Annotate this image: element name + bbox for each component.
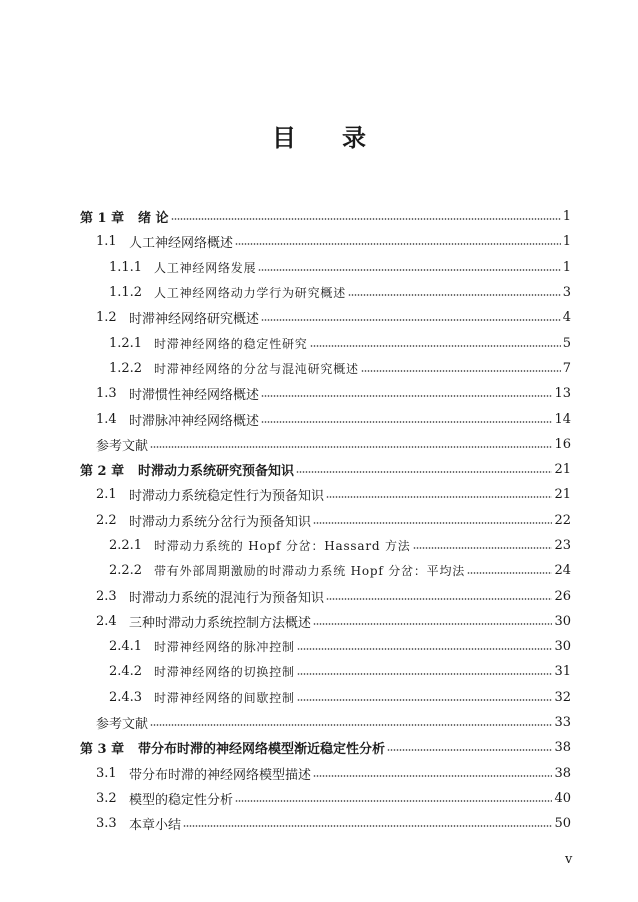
dot-leader <box>297 698 553 701</box>
toc-entry-number: 2.2 <box>96 512 117 528</box>
toc-entry[interactable] <box>80 381 571 406</box>
dot-leader <box>313 521 552 524</box>
toc-entry-number: 2.2.2 <box>109 563 143 579</box>
toc-entry-number: 2.4.1 <box>109 639 143 655</box>
toc-entry-page: 40 <box>554 790 571 806</box>
toc-entry-title: 时滞惯性神经网络概述 <box>129 388 260 404</box>
toc-entry-number: 2.4.2 <box>109 664 143 680</box>
dot-leader <box>171 218 561 221</box>
toc-entry-title: 时滞神经网络的间歇控制 <box>154 690 295 705</box>
dot-leader <box>313 622 552 625</box>
toc-entry-page: 31 <box>554 664 571 680</box>
toc-entry-page: 13 <box>554 386 571 402</box>
toc-entry-number: 2.3 <box>96 588 117 604</box>
toc-entry-number: 1.1 <box>96 234 117 250</box>
toc-entry[interactable] <box>80 533 571 558</box>
toc-entry-page: 38 <box>554 765 571 781</box>
toc-entry[interactable] <box>80 305 571 330</box>
title-char-2: 录 <box>342 123 366 152</box>
toc-entry-number: 第 3 章 <box>80 742 125 758</box>
dot-leader <box>387 749 552 752</box>
toc-entry-title: 人工神经网络发展 <box>154 260 257 275</box>
toc-entry-title: 三种时滞动力系统控制方法概述 <box>129 615 312 631</box>
toc-entry-page: 24 <box>554 563 571 579</box>
toc-entry-page: 5 <box>562 335 571 351</box>
title-char-1: 目 <box>272 123 296 152</box>
toc-entry[interactable] <box>80 659 571 684</box>
toc-entry[interactable] <box>80 508 571 533</box>
table-of-contents <box>80 204 571 836</box>
toc-entry-number: 1.2 <box>96 310 117 326</box>
toc-entry-page: 7 <box>562 360 571 376</box>
dot-leader <box>235 799 552 802</box>
toc-entry-title: 时滞动力系统的 Hopf 分岔：Hassard 方法 <box>154 539 411 553</box>
dot-leader <box>150 724 552 727</box>
toc-entry[interactable] <box>80 330 571 355</box>
toc-entry-page: 23 <box>554 538 571 553</box>
toc-entry-number: 2.1 <box>96 487 117 503</box>
toc-entry[interactable] <box>80 710 571 735</box>
dot-leader <box>297 673 553 676</box>
toc-entry-title: 时滞神经网络研究概述 <box>129 312 260 328</box>
toc-entry-number: 3.2 <box>96 790 117 806</box>
toc-entry-number: 2.4 <box>96 613 117 629</box>
dot-leader <box>467 572 552 575</box>
toc-entry-title: 时滞动力系统研究预备知识 <box>138 464 295 480</box>
toc-entry-page: 4 <box>562 310 571 326</box>
toc-entry[interactable] <box>80 609 571 634</box>
toc-entry-page: 22 <box>554 512 571 528</box>
dot-leader <box>296 471 552 474</box>
toc-entry-page: 30 <box>554 613 571 629</box>
toc-entry-page: 1 <box>562 234 571 250</box>
toc-entry-title: 本章小结 <box>129 818 182 834</box>
toc-entry-number: 第 1 章 <box>80 211 125 227</box>
toc-entry[interactable] <box>80 280 571 305</box>
toc-entry-page: 26 <box>554 588 571 604</box>
dot-leader <box>297 648 553 651</box>
dot-leader <box>361 369 561 372</box>
toc-entry[interactable] <box>80 356 571 381</box>
toc-entry-page: 30 <box>554 639 571 655</box>
toc-entry-title: 绪 论 <box>138 211 169 227</box>
dot-leader <box>261 420 552 423</box>
toc-entry[interactable] <box>80 761 571 786</box>
toc-entry[interactable] <box>80 685 571 710</box>
toc-entry[interactable] <box>80 482 571 507</box>
toc-entry[interactable] <box>80 558 571 583</box>
toc-entry-page: 3 <box>562 285 571 301</box>
toc-entry-title: 模型的稳定性分析 <box>129 792 234 808</box>
toc-entry-title: 参考文献 <box>96 438 149 454</box>
toc-entry[interactable] <box>80 432 571 457</box>
dot-leader <box>348 294 561 297</box>
toc-entry[interactable] <box>80 457 571 482</box>
toc-entry-number: 1.1.2 <box>109 285 143 301</box>
toc-entry-title: 时滞神经网络的稳定性研究 <box>154 336 308 351</box>
toc-entry-page: 50 <box>554 816 571 832</box>
toc-entry-page: 16 <box>554 436 571 452</box>
toc-entry-title: 参考文献 <box>96 717 149 733</box>
toc-entry-number: 3.3 <box>96 816 117 832</box>
toc-entry-page: 32 <box>554 689 571 705</box>
toc-entry-title: 时滞脉冲神经网络概述 <box>129 413 260 429</box>
toc-entry-title: 人工神经网络概述 <box>129 236 234 252</box>
toc-entry[interactable] <box>80 229 571 254</box>
toc-entry[interactable] <box>80 583 571 608</box>
toc-entry-number: 1.3 <box>96 386 117 402</box>
toc-entry-title: 人工神经网络动力学行为研究概述 <box>154 286 347 301</box>
toc-entry-title: 带分布时滞的神经网络模型描述 <box>129 767 312 783</box>
dot-leader <box>413 547 553 550</box>
toc-entry-title: 带有外部周期激励的时滞动力系统 Hopf 分岔：平均法 <box>154 564 466 579</box>
toc-entry[interactable] <box>80 634 571 659</box>
toc-entry-title: 时滞神经网络的分岔与混沌研究概述 <box>154 361 359 376</box>
toc-entry-number: 第 2 章 <box>80 464 125 480</box>
dot-leader <box>326 496 552 499</box>
toc-entry-page: 21 <box>554 462 571 478</box>
toc-entry-number: 1.4 <box>96 411 117 427</box>
toc-entry[interactable] <box>80 811 571 836</box>
dot-leader <box>183 825 552 828</box>
toc-entry[interactable] <box>80 406 571 431</box>
toc-entry-number: 2.2.1 <box>109 538 143 553</box>
toc-entry-page: 38 <box>554 740 571 756</box>
toc-entry-title: 时滞神经网络的切换控制 <box>154 665 295 680</box>
toc-entry[interactable] <box>80 204 571 229</box>
dot-leader <box>310 344 561 347</box>
toc-entry-page: 14 <box>554 411 571 427</box>
dot-leader <box>261 395 552 398</box>
toc-entry-number: 1.2.1 <box>109 335 143 351</box>
page-number: v <box>565 852 573 867</box>
toc-entry-title: 时滞神经网络的脉冲控制 <box>154 640 295 655</box>
toc-entry-title: 时滞动力系统的混沌行为预备知识 <box>129 590 325 606</box>
toc-entry-title: 带分布时滞的神经网络模型渐近稳定性分析 <box>138 742 386 758</box>
toc-entry[interactable] <box>80 786 571 811</box>
dot-leader <box>326 597 552 600</box>
toc-entry-number: 1.1.1 <box>109 259 143 275</box>
dot-leader <box>235 243 561 246</box>
page-title <box>0 118 638 153</box>
toc-entry-page: 1 <box>562 209 571 225</box>
dot-leader <box>150 445 552 448</box>
toc-entry-title: 时滞动力系统稳定性行为预备知识 <box>129 489 325 505</box>
toc-entry-title: 时滞动力系统分岔行为预备知识 <box>129 514 312 530</box>
toc-entry-page: 1 <box>562 259 571 275</box>
toc-entry-number: 1.2.2 <box>109 360 143 376</box>
dot-leader <box>313 774 552 777</box>
toc-entry[interactable] <box>80 255 571 280</box>
toc-entry-page: 21 <box>554 487 571 503</box>
toc-entry-page: 33 <box>554 715 571 731</box>
toc-entry[interactable] <box>80 735 571 760</box>
dot-leader <box>258 268 560 271</box>
dot-leader <box>261 319 561 322</box>
toc-entry-number: 3.1 <box>96 765 117 781</box>
toc-entry-number: 2.4.3 <box>109 689 143 705</box>
